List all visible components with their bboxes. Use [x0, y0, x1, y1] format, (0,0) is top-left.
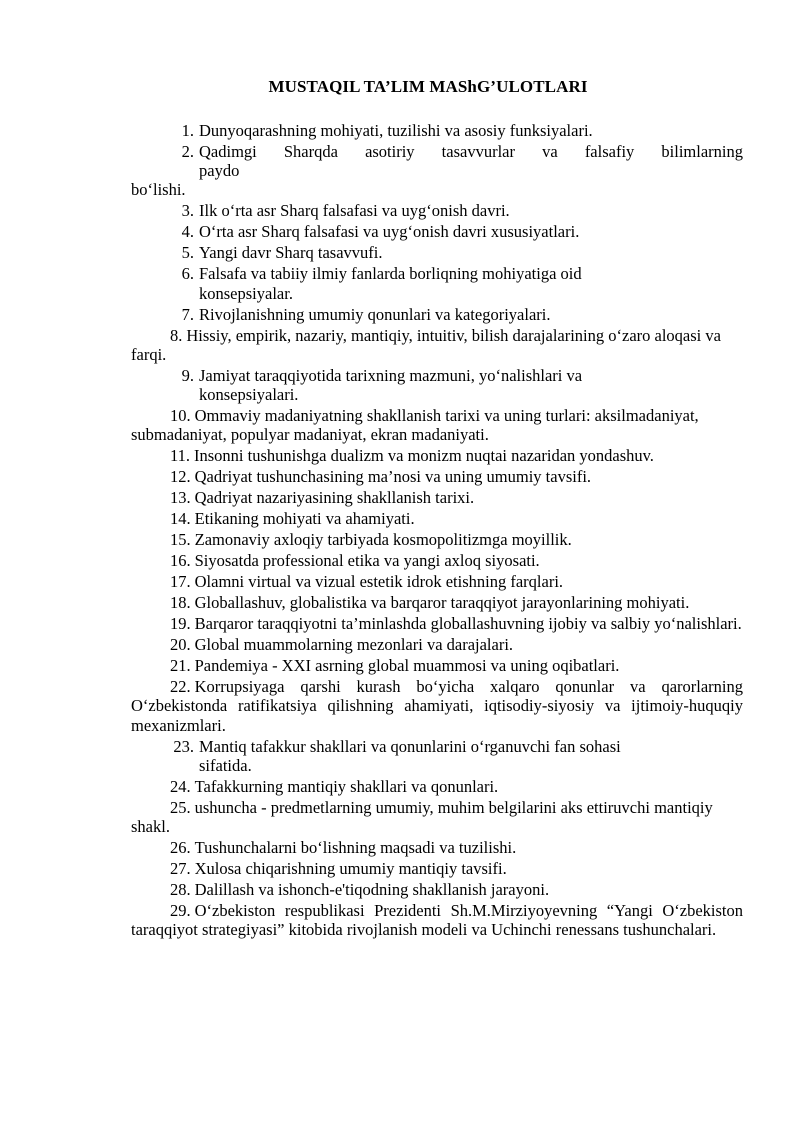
list-item: [131, 677, 743, 735]
list-item: [131, 614, 743, 633]
topic-list: [131, 121, 743, 941]
item-text: Korrupsiyaga qarshi kurash bo‘yicha xalqaro qonunlar va qarorlarning O‘zbekistonda ratifikatsiya qilishning ahamiyati, iqtisodiy-siyosiy va ijtimoiy-huquqiy mexanizmlari.: [131, 677, 743, 735]
list-item: [131, 859, 743, 878]
item-text: Hissiy, empirik, nazariy, mantiqiy, intuitiv, bilish darajalarining o‘zaro aloqasi va farqi.: [131, 325, 721, 364]
list-item: [131, 406, 743, 444]
list-item: [131, 142, 743, 200]
item-text: Jamiyat taraqqiyotida tarixning mazmuni, yo‘nalishlari va: [199, 365, 583, 385]
list-item: [131, 201, 743, 220]
item-text: Ommaviy madaniyatning shakllanish tarixi va uning turlari: aksilmadaniyat, submadaniyat, populyar madaniyat, ekran madaniyati.: [131, 406, 699, 445]
item-number: 1.: [181, 121, 194, 140]
list-item: [131, 798, 743, 836]
item-number: 29.: [170, 901, 191, 921]
list-item: [131, 326, 743, 364]
item-number: 25.: [170, 797, 191, 817]
item-number: 13.: [170, 488, 191, 508]
item-number: 2.: [181, 142, 194, 161]
item-text-continuation: konsepsiyalar.: [199, 283, 293, 303]
item-number: 21.: [170, 656, 191, 676]
item-number: 28.: [170, 880, 191, 900]
item-text: Yangi davr Sharq tasavvufi.: [199, 243, 383, 263]
item-number: 9.: [181, 365, 194, 385]
item-text: Ilk o‘rta asr Sharq falsafasi va uyg‘onish davri.: [199, 201, 510, 221]
item-text: Zamonaviy axloqiy tarbiyada kosmopolitizmga moyillik.: [194, 530, 572, 550]
item-text: Qadriyat nazariyasining shakllanish tarixi.: [194, 488, 475, 508]
list-item: [131, 305, 743, 324]
item-number: 8.: [170, 325, 183, 345]
list-item: [131, 243, 743, 262]
list-item: [131, 777, 743, 796]
item-text: Global muammolarning mezonlari va darajalari.: [194, 635, 514, 655]
item-text: Pandemiya - XXI asrning global muammosi va uning oqibatlari.: [194, 656, 620, 676]
item-text: Xulosa chiqarishning umumiy mantiqiy tavsifi.: [194, 859, 507, 879]
item-text: Olamni virtual va vizual estetik idrok etishning farqlari.: [194, 572, 564, 592]
item-text: Dunyoqarashning mohiyati, tuzilishi va asosiy funksiyalari.: [199, 121, 593, 140]
list-item: [131, 264, 743, 302]
item-number: 17.: [170, 572, 191, 592]
item-text: Tushunchalarni bo‘lishning maqsadi va tuzilishi.: [194, 838, 517, 858]
item-text: Mantiq tafakkur shakllari va qonunlarini o‘rganuvchi fan sohasi: [199, 736, 621, 756]
item-number: 16.: [170, 551, 191, 571]
item-number: 27.: [170, 859, 191, 879]
item-number: 23.: [173, 736, 194, 756]
item-text: Rivojlanishning umumiy qonunlari va kategoriyalari.: [199, 304, 551, 324]
list-item: [131, 530, 743, 549]
item-text: Qadimgi Sharqda asotiriy tasavvurlar va falsafiy bilimlarning: [199, 142, 743, 161]
item-text: Falsafa va tabiiy ilmiy fanlarda borliqning mohiyatiga oid: [199, 264, 582, 284]
list-item: [131, 635, 743, 654]
list-item: [131, 880, 743, 899]
list-item: [131, 488, 743, 507]
item-text: O‘zbekiston respublikasi Prezidenti Sh.M.Mirziyoyevning “Yangi O‘zbekiston taraqqiyot strategiyasi” kitobida rivojlanish modeli va Uchinchi renessans tushunchalari.: [131, 901, 743, 940]
item-text: Siyosatda professional etika va yangi axloq siyosati.: [194, 551, 540, 571]
item-number: 11.: [170, 446, 191, 466]
list-item: [131, 121, 743, 140]
item-text-continuation: bo‘lishi.: [131, 180, 186, 200]
item-text-continuation: sifatida.: [199, 755, 252, 775]
list-item: [131, 656, 743, 675]
item-number: 7.: [181, 304, 194, 324]
item-number: 19.: [170, 614, 191, 634]
item-number: 20.: [170, 635, 191, 655]
item-number: 22.: [170, 677, 191, 697]
item-number: 24.: [170, 776, 191, 796]
list-item: [131, 366, 743, 404]
list-item: [131, 222, 743, 241]
item-text-continuation: konsepsiyalari.: [199, 385, 299, 405]
item-text: O‘rta asr Sharq falsafasi va uyg‘onish davri xususiyatlari.: [199, 222, 580, 242]
item-text: Etikaning mohiyati va ahamiyati.: [194, 509, 415, 529]
item-text: Globallashuv, globalistika va barqaror taraqqiyot jarayonlarining mohiyati.: [194, 593, 690, 613]
list-item: [131, 509, 743, 528]
document-title: MUSTAQIL TA’LIM MAShG’ULOTLARI: [268, 77, 588, 96]
item-number: 26.: [170, 838, 191, 858]
item-number: 10.: [170, 406, 191, 426]
list-item: [131, 572, 743, 591]
item-text: Qadriyat tushunchasining ma’nosi va uning umumiy tavsifi.: [194, 467, 592, 487]
item-text: Insonni tushunishga dualizm va monizm nuqtai nazaridan yondashuv.: [194, 446, 654, 466]
item-number: 15.: [170, 530, 191, 550]
item-text: Tafakkurning mantiqiy shakllari va qonunlari.: [194, 776, 499, 796]
item-number: 18.: [170, 593, 191, 613]
list-item: [131, 551, 743, 570]
item-number: 4.: [181, 222, 194, 242]
item-text-continuation: paydo: [199, 161, 240, 181]
item-number: 14.: [170, 509, 191, 529]
list-item: [131, 901, 743, 939]
item-text: ushuncha - predmetlarning umumiy, muhim belgilarini aks ettiruvchi mantiqiy shakl.: [131, 797, 713, 837]
list-item: [131, 737, 743, 775]
item-number: 6.: [181, 264, 194, 284]
item-number: 5.: [181, 243, 194, 263]
list-item: [131, 593, 743, 612]
item-text: Dalillash va ishonch-e'tiqodning shakllanish jarayoni.: [194, 880, 550, 900]
list-item: [131, 838, 743, 857]
list-item: [131, 467, 743, 486]
item-number: 12.: [170, 467, 191, 487]
item-number: 3.: [181, 201, 194, 221]
item-text: Barqaror taraqqiyotni ta’minlashda globallashuvning ijobiy va salbiy yo‘nalishlari.: [194, 614, 742, 634]
list-item: [131, 446, 743, 465]
